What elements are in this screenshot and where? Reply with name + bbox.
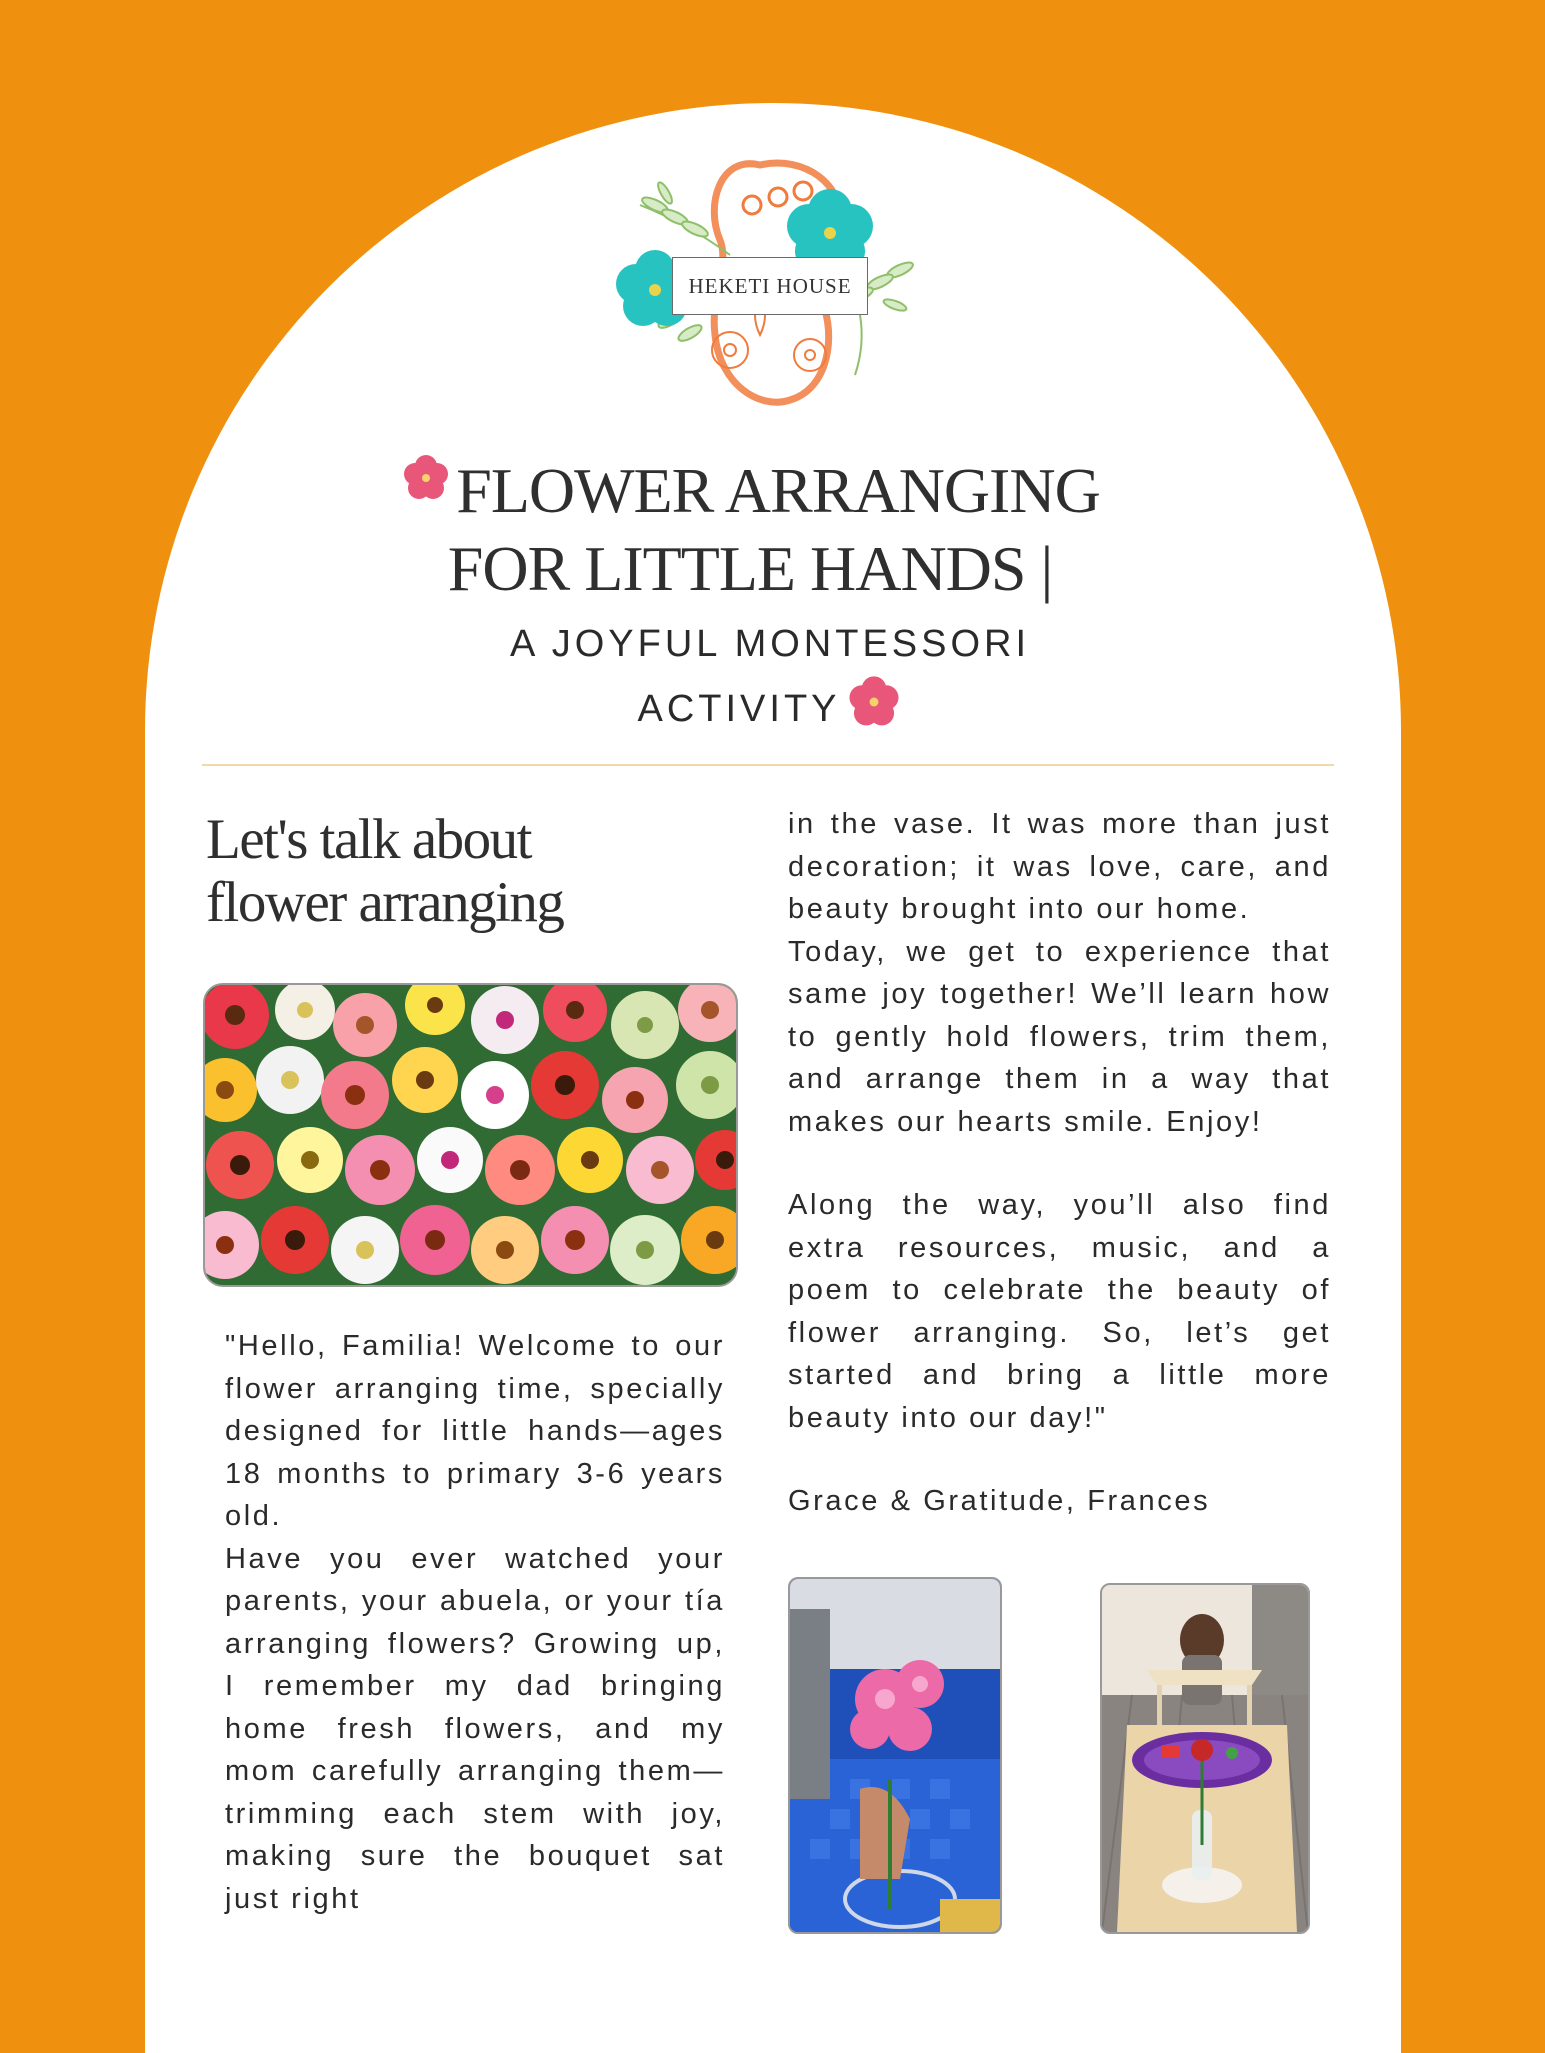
section-heading	[206, 808, 666, 934]
flower-wall-image	[205, 985, 736, 1285]
intro-paragraph-5: Along the way, you’ll also find extra resources, music, and a poem to celebrate the beauty of flower arranging. So, let’s get started and bring a little more beauty into our day!"	[788, 1189, 1331, 1434]
subtitle-line-2: ACTIVITY	[637, 688, 841, 730]
signature: Grace & Gratitude, Frances	[788, 1485, 1211, 1517]
intro-text-right	[788, 803, 1331, 1523]
section-heading-line-1: Let's talk about	[206, 808, 532, 871]
child-holding-flowers-photo	[788, 1577, 1002, 1934]
intro-paragraph-4: Today, we get to experience that same joy together! We’ll learn how to gently hold flowers, trim them, and arrange them in a way that makes our hearts smile. Enjoy!	[788, 935, 1331, 1138]
hibiscus-icon	[400, 452, 452, 504]
title-line-2: FOR LITTLE HANDS |	[447, 533, 1053, 604]
subtitle-line-1: A JOYFUL MONTESSORI	[509, 623, 1031, 665]
logo-label: HEKETI HOUSE	[672, 257, 868, 315]
flowers-photo	[203, 983, 738, 1287]
section-divider	[202, 764, 1334, 766]
child-flowers-image	[790, 1579, 1000, 1932]
hibiscus-icon	[845, 673, 903, 731]
page-title	[370, 452, 1130, 608]
intro-paragraph-3: in the vase. It was more than just decoration; it was love, care, and beauty brought into our home.	[788, 808, 1331, 925]
intro-paragraph-1: "Hello, Familia! Welcome to our flower arranging time, specially designed for little hands—ages 18 months to primary 3-6 years old.	[225, 1330, 725, 1532]
child-rose-image	[1102, 1585, 1308, 1932]
page-subtitle	[440, 615, 1100, 738]
child-table-rose-photo	[1100, 1583, 1310, 1934]
title-line-1: FLOWER ARRANGING	[456, 455, 1100, 526]
intro-text-left	[225, 1325, 725, 1920]
intro-paragraph-2: Have you ever watched your parents, your abuela, or your tía arranging flowers? Growing up, I remember my dad bringing home fresh flowers, and my mom carefully arranging them—trimming each stem with joy, making sure the bouquet sat just right	[225, 1542, 725, 1915]
logo	[610, 145, 940, 415]
section-heading-line-2: flower arranging	[206, 871, 564, 934]
